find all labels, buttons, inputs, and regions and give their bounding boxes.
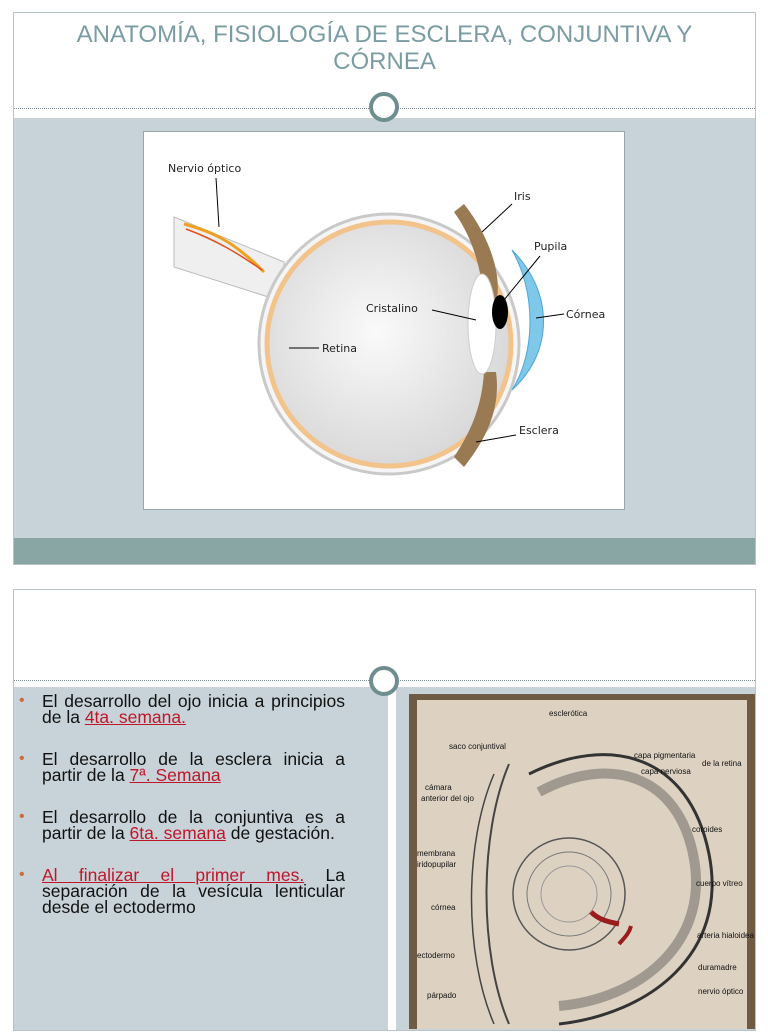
label-retina: Retina [322,342,357,355]
photo-label-cuerpo-vitreo: cuerpo vítreo [696,879,743,888]
embryo-eye-svg [409,694,755,1029]
photo-label-saco-conjuntival: saco conjuntival [449,742,506,751]
photo-label-anterior-del-ojo: anterior del ojo [421,794,474,803]
photo-label-duramadre: duramadre [698,963,737,972]
label-cristalino: Cristalino [366,302,418,315]
pupil-shape [492,295,508,329]
photo-label-iridopupilar: iridopupilar [417,860,457,869]
label-esclera: Esclera [519,424,559,437]
bullet-highlight[interactable]: 6ta. semana [129,823,226,843]
optic-nerve [174,217,284,302]
bullet-list [15,693,345,941]
bullet-item [15,809,345,841]
bullet-text: El desarrollo de la conjuntiva es a partir de la [42,807,345,843]
ring-icon [369,666,399,696]
photo-label-nervio-optico: nervio óptico [698,987,744,996]
bullet-highlight[interactable]: 4ta. semana. [84,707,186,727]
slide-1 [13,12,756,565]
bullet-text: El desarrollo del ojo inicia a principios de la [42,691,345,727]
bullet-item [15,751,345,783]
label-pupila: Pupila [534,240,568,253]
photo-label-esclerotica: esclerótica [549,709,588,718]
photo-label-cornea: córnea [431,903,456,912]
photo-label-membrana: membrana [417,849,456,858]
photo-label-capa-nerviosa: capa nerviosa [641,767,691,776]
photo-label-capa-pigmentaria: capa pigmentaria [634,751,696,760]
bullet-text-tail: de gestación. [225,823,335,843]
photo-label-coroides: coroides [692,825,723,834]
embryo-eye-photo [409,694,755,1029]
photo-label-ectodermo: ectodermo [417,951,455,960]
photo-label-parpado: párpado [427,991,457,1000]
bullet-text-tail: La separación de la vesícula lenticular desde el ectodermo [42,865,345,917]
slide-title [14,21,755,75]
bullet-highlight[interactable]: Al finalizar el primer mes. [42,865,305,885]
label-cornea: Córnea [566,308,606,321]
label-optic-nerve: Nervio óptico [168,162,242,175]
lens-shape [468,274,496,374]
bullet-item [15,867,345,915]
bullet-item [15,693,345,725]
footer-bar [14,538,755,564]
bullet-text: El desarrollo de la esclera inicia a partir de la [42,749,345,785]
photo-label-camara: cámara [425,783,452,792]
bullet-highlight[interactable]: 7ª. Semana [129,765,221,785]
photo-label-arteria-hialoidea: arteria hialoidea [697,931,754,940]
label-iris: Iris [514,190,531,203]
eye-diagram-svg [144,132,624,509]
photo-label-de-la-retina: de la retina [702,759,742,768]
ring-icon [369,92,399,122]
title-line-1: ANATOMÍA, FISIOLOGÍA DE ESCLERA, CONJUNTIVA Y [76,21,693,48]
title-line-2: CÓRNEA [333,48,436,75]
eye-diagram [143,131,625,510]
